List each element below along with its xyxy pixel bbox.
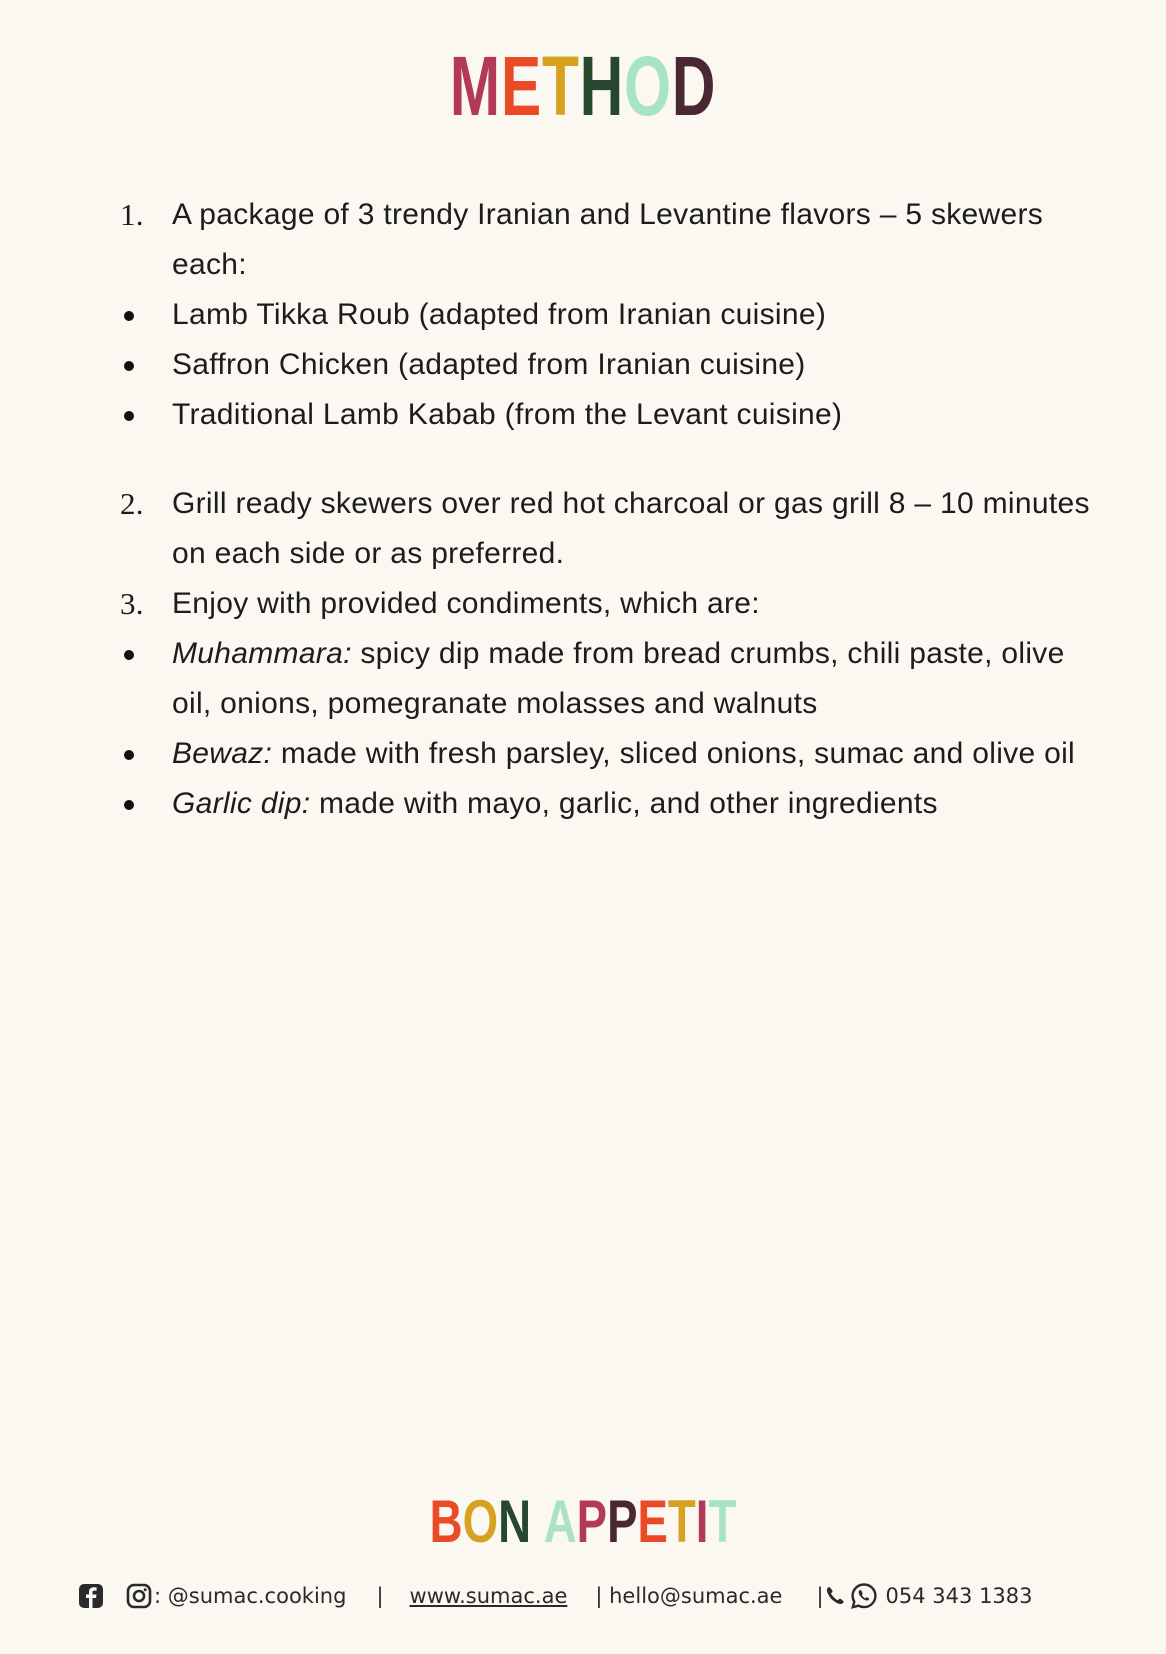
list-item xyxy=(120,779,1110,829)
flavor-text: Lamb Tikka Roub (adapted from Iranian cuisine) xyxy=(172,298,827,331)
facebook-icon[interactable] xyxy=(78,1583,104,1609)
condiment-desc: made with fresh parsley, sliced onions, sumac and olive oil xyxy=(272,737,1076,770)
separator: | xyxy=(376,1584,384,1608)
step-1 xyxy=(120,190,1110,290)
footer-contact xyxy=(78,1582,1033,1610)
bullet-icon xyxy=(124,800,134,810)
closing-letter: P xyxy=(576,1488,608,1555)
flavor-text: Saffron Chicken (adapted from Iranian cuisine) xyxy=(172,348,806,381)
list-item xyxy=(120,290,1110,340)
closing-letter: B xyxy=(429,1488,463,1555)
condiment-name: Muhammara: xyxy=(172,637,352,670)
closing-letter xyxy=(531,1492,544,1552)
step-text: Enjoy with provided condiments, which are: xyxy=(172,587,760,620)
method-content xyxy=(120,190,1110,829)
phone-icon xyxy=(824,1585,846,1607)
title-letter: H xyxy=(579,39,625,133)
step-number: 2. xyxy=(120,486,144,521)
condiment-desc: made with mayo, garlic, and other ingredients xyxy=(310,787,938,820)
list-item xyxy=(120,729,1110,779)
list-item xyxy=(120,340,1110,390)
step-text: Grill ready skewers over red hot charcoal or gas grill 8 – 10 minutes on each side or as preferred. xyxy=(172,487,1090,570)
instagram-icon[interactable] xyxy=(126,1583,152,1609)
title-letter: D xyxy=(671,39,717,133)
separator: | xyxy=(816,1584,824,1608)
whatsapp-icon[interactable] xyxy=(850,1582,878,1610)
step-number: 3. xyxy=(120,586,144,621)
closing-letter: T xyxy=(667,1488,696,1555)
bullet-icon xyxy=(124,750,134,760)
title-letter: O xyxy=(624,39,672,133)
bullet-icon xyxy=(124,311,134,321)
closing-letter: P xyxy=(607,1488,638,1555)
closing-letter: E xyxy=(637,1488,668,1555)
condiment-name: Bewaz: xyxy=(172,737,273,770)
title-letter: E xyxy=(500,39,542,133)
bon-appetit-heading xyxy=(140,1488,1026,1555)
condiment-name: Garlic dip: xyxy=(172,787,311,820)
closing-letter: N xyxy=(498,1488,532,1555)
step-text: A package of 3 trendy Iranian and Levantine flavors – 5 skewers each: xyxy=(172,198,1044,281)
bullet-icon xyxy=(124,361,134,371)
bullet-icon xyxy=(124,411,134,421)
flavor-text: Traditional Lamb Kabab (from the Levant cuisine) xyxy=(172,398,843,431)
website-link[interactable]: www.sumac.ae xyxy=(409,1584,568,1608)
closing-letter: I xyxy=(695,1488,709,1555)
page-title xyxy=(163,39,1003,133)
closing-letter: T xyxy=(708,1488,737,1555)
list-item xyxy=(120,390,1110,440)
closing-letter: A xyxy=(543,1488,577,1555)
list-item xyxy=(120,629,1110,729)
step-2 xyxy=(120,479,1110,579)
step-number: 1. xyxy=(120,197,144,232)
phone-number[interactable]: 054 343 1383 xyxy=(885,1584,1033,1608)
title-letter: M xyxy=(449,39,501,133)
instagram-handle[interactable]: : @sumac.cooking xyxy=(154,1584,347,1608)
step-3 xyxy=(120,579,1110,629)
bullet-icon xyxy=(124,650,134,660)
closing-letter: O xyxy=(462,1488,499,1555)
condiment-desc: spicy dip made from bread crumbs, chili paste, olive oil, onions, pomegranate molasses and walnuts xyxy=(172,637,1065,720)
title-letter: T xyxy=(541,39,580,133)
email-link[interactable]: | hello@sumac.ae xyxy=(595,1584,783,1608)
